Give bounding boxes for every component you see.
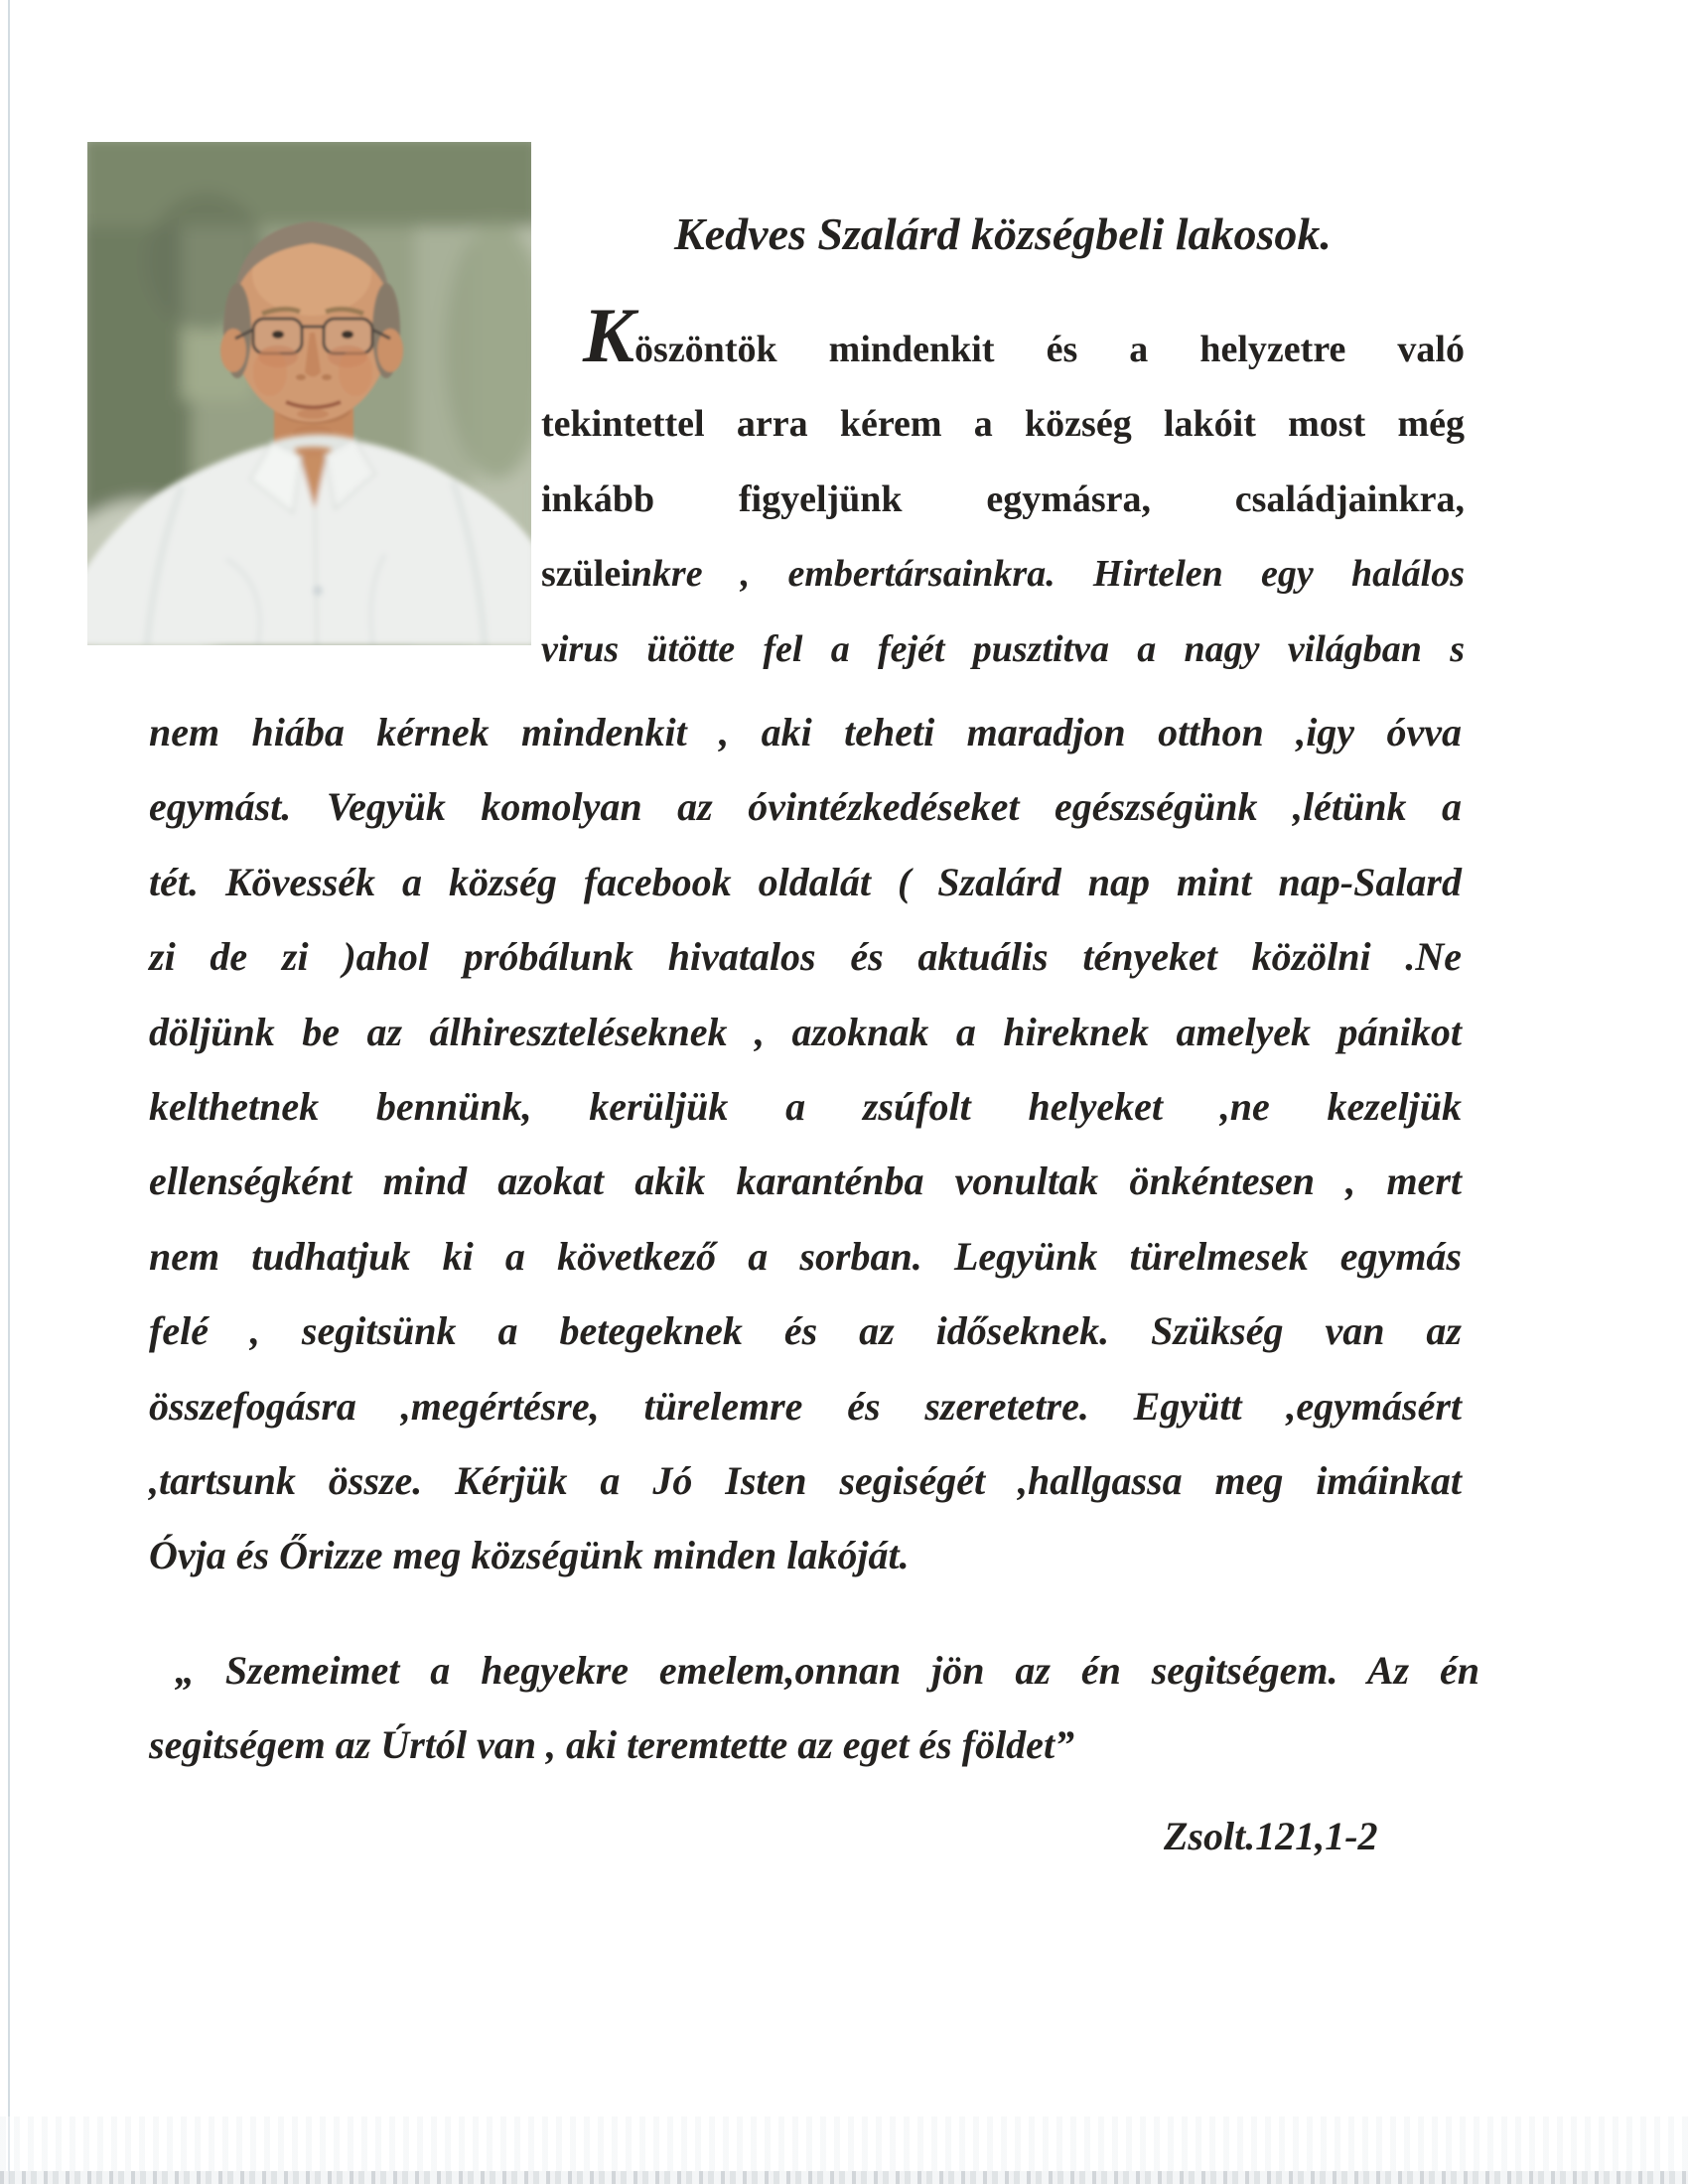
letter-line: [541, 537, 1465, 612]
letter-paragraph-body: [149, 695, 1462, 1593]
letter-line: egymást. Vegyük komolyan az óvintézkedéseket egészségünk ,létünk a: [149, 784, 1462, 830]
scan-noise-haze: [0, 2116, 1688, 2171]
letter-line-text: öszöntök mindenkit és a helyzetre való: [634, 329, 1465, 370]
scan-edge-line: [8, 0, 10, 2184]
letter-title: Kedves Szalárd községbeli lakosok.: [674, 208, 1332, 259]
quote-line: segitségem az Úrtól van , aki teremtette az eget és földet”: [149, 1722, 1075, 1768]
letter-line: ,tartsunk össze. Kérjük a Jó Isten segiségét ,hallgassa meg imáinkat: [149, 1457, 1462, 1503]
letter-line: kelthetnek bennünk, kerüljük a zsúfolt helyeket ,ne kezeljük: [149, 1083, 1462, 1129]
letter-line-text: szülei: [541, 553, 632, 596]
letter-line: döljünk be az álhireszteléseknek , azoknak a hireknek amelyek pánikot: [149, 1009, 1462, 1054]
letter-line: zi de zi )ahol próbálunk hivatalos és aktuális tényeket közölni .Ne: [149, 934, 1462, 980]
letter-line: nem hiába kérnek mindenkit , aki teheti maradjon otthon ,igy óvva: [149, 710, 1462, 754]
letter-line: tét. Kövessék a község facebook oldalát ( Szalárd nap mint nap-Salard: [149, 859, 1462, 904]
scan-noise-band: [0, 2171, 1688, 2184]
letter-line: inkább figyeljünk egymásra, családjainkra,: [541, 478, 1465, 520]
quote-line: „ Szemeimet a hegyekre emelem,onnan jön az én segitségem. Az én: [175, 1648, 1479, 1693]
drop-cap: K: [583, 292, 635, 378]
letter-line: nem tudhatjuk ki a következő a sorban. Legyünk türelmesek egymás: [149, 1233, 1462, 1279]
letter-line: felé , segitsünk a betegeknek és az időseknek. Szükség van az: [149, 1308, 1462, 1354]
scripture-reference: Zsolt.121,1-2: [1164, 1814, 1378, 1858]
letter-line: virus ütötte fel a fejét pusztitva a nagy világban s: [541, 627, 1465, 670]
psalm-quote: [149, 1633, 1479, 1783]
letter-paragraph-wrapped: [541, 292, 1465, 687]
letter-line-text: nkre , embertársainkra. Hirtelen egy halálos: [631, 553, 1465, 596]
letter-line: ellenségként mind azokat akik karanténba vonultak önkéntesen , mert: [149, 1159, 1462, 1204]
letter-line: tekintettel arra kérem a község lakóit most még: [541, 403, 1465, 446]
letter-line: Óvja és Őrizze meg községünk minden lakóját.: [149, 1533, 910, 1578]
letter-line: összefogásra ,megértésre, türelemre és szeretetre. Együtt ,egymásért: [149, 1383, 1462, 1429]
portrait-photo: [87, 142, 531, 645]
portrait-photo-graphic: [87, 142, 531, 645]
letter-line: [541, 292, 1465, 387]
